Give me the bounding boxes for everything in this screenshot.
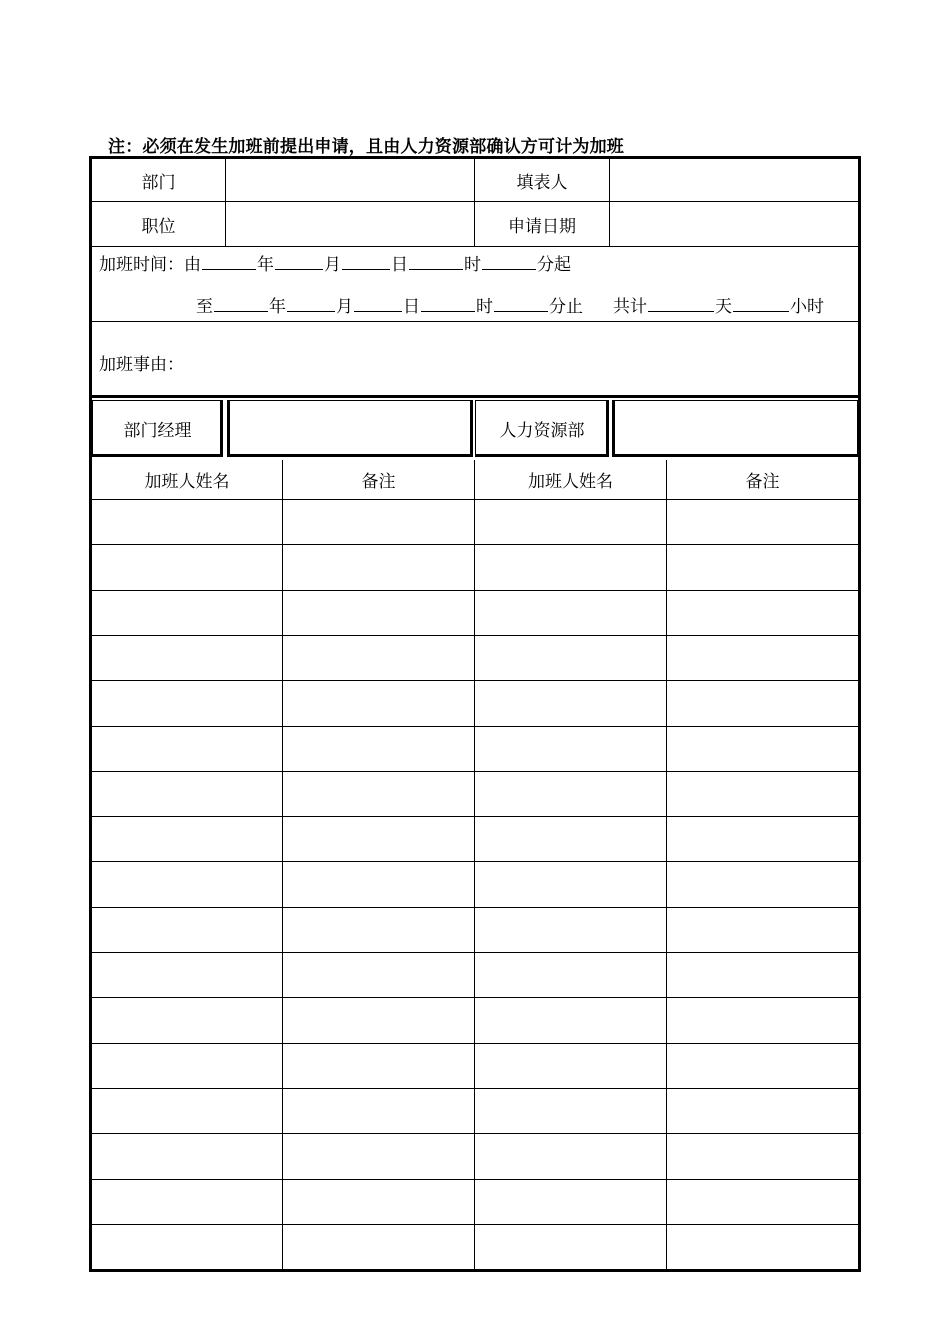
end-hour-blank[interactable]	[421, 294, 475, 312]
staff-name-cell[interactable]	[475, 1180, 666, 1224]
staff-name-cell[interactable]	[92, 862, 282, 906]
staff-remark-cell[interactable]	[283, 862, 474, 906]
end-month-blank[interactable]	[287, 294, 335, 312]
department-label: 部门	[141, 172, 176, 193]
row-divider	[92, 246, 858, 247]
staff-remark-cell[interactable]	[283, 636, 474, 680]
start-day-blank[interactable]	[342, 252, 390, 270]
reason-field[interactable]	[200, 323, 856, 395]
col-header-name-2: 加班人姓名	[528, 472, 613, 492]
overtime-start-line: 加班时间：由 年 月 日 时 分起	[99, 250, 571, 275]
row-divider	[92, 321, 858, 322]
staff-remark-cell[interactable]	[667, 1134, 858, 1178]
section-divider	[92, 395, 858, 398]
staff-remark-cell[interactable]	[667, 1089, 858, 1133]
staff-remark-cell[interactable]	[667, 817, 858, 861]
start-month-blank[interactable]	[275, 252, 323, 270]
staff-remark-cell[interactable]	[283, 681, 474, 725]
staff-remark-cell[interactable]	[667, 862, 858, 906]
end-year-blank[interactable]	[214, 294, 268, 312]
staff-name-cell[interactable]	[475, 1225, 666, 1269]
staff-remark-cell[interactable]	[283, 817, 474, 861]
staff-remark-cell[interactable]	[667, 545, 858, 589]
staff-name-cell[interactable]	[92, 1225, 282, 1269]
staff-name-cell[interactable]	[92, 1134, 282, 1178]
manager-label: 部门经理	[123, 421, 192, 441]
staff-remark-cell[interactable]	[667, 591, 858, 635]
staff-remark-cell[interactable]	[283, 772, 474, 816]
staff-name-cell[interactable]	[92, 591, 282, 635]
staff-name-cell[interactable]	[475, 772, 666, 816]
staff-remark-cell[interactable]	[667, 636, 858, 680]
staff-remark-cell[interactable]	[283, 500, 474, 544]
staff-remark-cell[interactable]	[283, 908, 474, 952]
staff-remark-cell[interactable]	[283, 545, 474, 589]
hr-label: 人力资源部	[499, 421, 585, 441]
staff-remark-cell[interactable]	[667, 772, 858, 816]
staff-name-cell[interactable]	[475, 636, 666, 680]
staff-remark-cell[interactable]	[667, 1225, 858, 1269]
reason-label: 加班事由：	[99, 355, 184, 375]
staff-remark-cell[interactable]	[667, 998, 858, 1042]
hr-sign-field[interactable]	[612, 400, 858, 457]
manager-sign-field[interactable]	[227, 400, 473, 457]
staff-remark-cell[interactable]	[667, 908, 858, 952]
col-header-remark-1: 备注	[361, 472, 396, 492]
staff-remark-cell[interactable]	[283, 953, 474, 997]
staff-remark-cell[interactable]	[667, 1044, 858, 1088]
start-hour-blank[interactable]	[409, 252, 463, 270]
total-hours-blank[interactable]	[733, 294, 789, 312]
staff-name-cell[interactable]	[475, 908, 666, 952]
staff-remark-cell[interactable]	[667, 1180, 858, 1224]
staff-name-cell[interactable]	[475, 817, 666, 861]
overtime-end-line: 至 年 月 日 时 分止 共计 天 小时	[196, 292, 824, 317]
staff-remark-cell[interactable]	[667, 953, 858, 997]
staff-name-cell[interactable]	[475, 545, 666, 589]
staff-remark-cell[interactable]	[283, 727, 474, 771]
staff-name-cell[interactable]	[92, 772, 282, 816]
start-year-blank[interactable]	[202, 252, 256, 270]
staff-name-cell[interactable]	[475, 591, 666, 635]
staff-name-cell[interactable]	[475, 1044, 666, 1088]
staff-name-cell[interactable]	[475, 1134, 666, 1178]
staff-name-cell[interactable]	[92, 1089, 282, 1133]
end-day-blank[interactable]	[354, 294, 402, 312]
staff-name-cell[interactable]	[475, 953, 666, 997]
staff-name-cell[interactable]	[92, 681, 282, 725]
staff-remark-cell[interactable]	[283, 1044, 474, 1088]
staff-remark-cell[interactable]	[283, 591, 474, 635]
filler-field[interactable]	[610, 159, 858, 201]
staff-name-cell[interactable]	[92, 545, 282, 589]
staff-name-cell[interactable]	[92, 953, 282, 997]
staff-name-cell[interactable]	[92, 817, 282, 861]
staff-remark-cell[interactable]	[667, 727, 858, 771]
staff-name-cell[interactable]	[92, 636, 282, 680]
staff-name-cell[interactable]	[92, 727, 282, 771]
staff-name-cell[interactable]	[475, 727, 666, 771]
staff-table	[92, 460, 858, 1269]
staff-name-cell[interactable]	[92, 998, 282, 1042]
staff-remark-cell[interactable]	[283, 1089, 474, 1133]
staff-name-cell[interactable]	[92, 908, 282, 952]
filler-label: 填表人	[516, 172, 568, 193]
staff-remark-cell[interactable]	[283, 1225, 474, 1269]
col-header-remark-2: 备注	[745, 472, 780, 492]
staff-name-cell[interactable]	[92, 1044, 282, 1088]
department-field[interactable]	[226, 159, 474, 201]
staff-name-cell[interactable]	[475, 1089, 666, 1133]
total-days-blank[interactable]	[648, 294, 714, 312]
staff-remark-cell[interactable]	[667, 500, 858, 544]
staff-name-cell[interactable]	[92, 1180, 282, 1224]
staff-name-cell[interactable]	[475, 500, 666, 544]
apply-date-label: 申请日期	[508, 216, 576, 237]
staff-name-cell[interactable]	[475, 681, 666, 725]
staff-name-cell[interactable]	[475, 862, 666, 906]
staff-name-cell[interactable]	[475, 998, 666, 1042]
position-label: 职位	[141, 216, 176, 237]
form-note: 注：必须在发生加班前提出申请，且由人力资源部确认方可计为加班	[108, 137, 624, 157]
staff-remark-cell[interactable]	[667, 681, 858, 725]
apply-date-field[interactable]	[610, 202, 858, 246]
staff-name-cell[interactable]	[92, 500, 282, 544]
staff-remark-cell[interactable]	[283, 1180, 474, 1224]
staff-remark-cell[interactable]	[283, 1134, 474, 1178]
start-minute-blank[interactable]	[482, 252, 536, 270]
col-header-name-1: 加班人姓名	[144, 472, 230, 492]
position-field[interactable]	[226, 202, 474, 246]
end-minute-blank[interactable]	[494, 294, 548, 312]
staff-remark-cell[interactable]	[283, 998, 474, 1042]
